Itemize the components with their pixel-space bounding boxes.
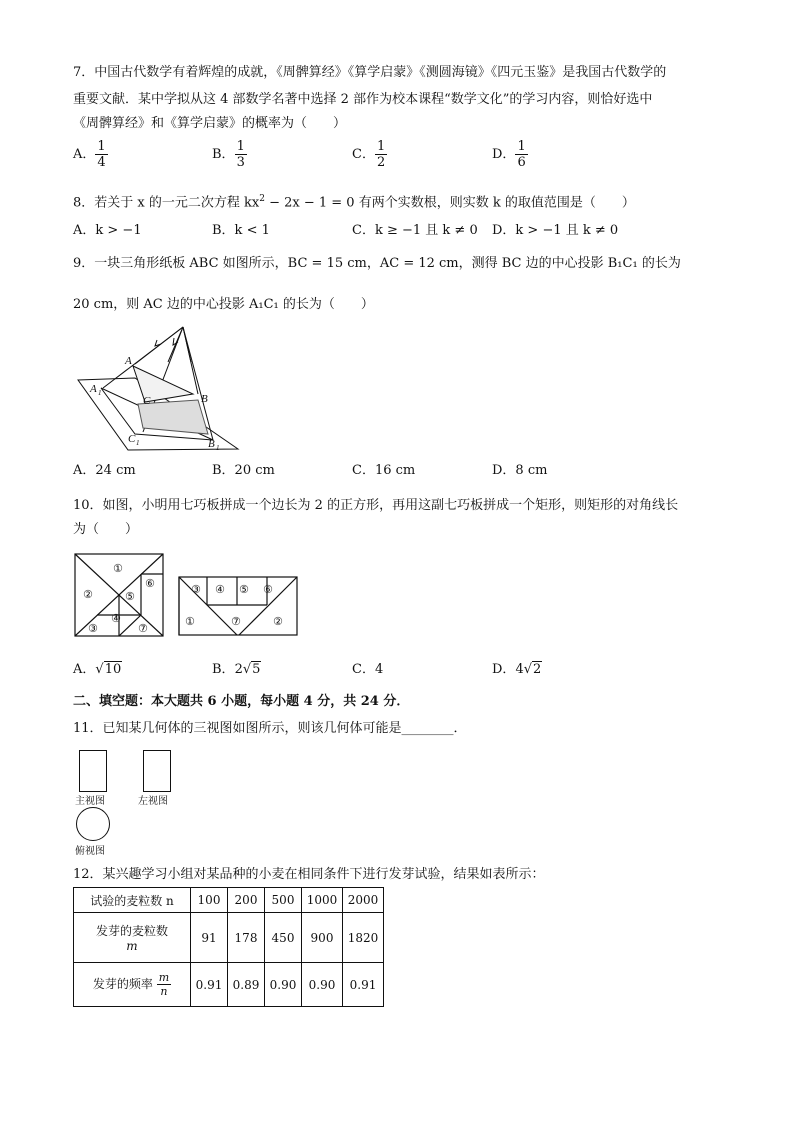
q9-option-d[interactable]: D．8 cm <box>492 463 548 478</box>
piece-1-label: ① <box>113 562 123 575</box>
q9-option-a[interactable]: A．24 cm <box>73 463 136 478</box>
fraction: $\frac{1}{6}$ <box>517 139 526 170</box>
table-cell: 0.89 <box>228 963 265 1007</box>
table-row <box>74 913 384 963</box>
top-view-circle <box>76 807 110 841</box>
fraction: $\frac{1}{2}$ <box>376 139 386 170</box>
rect-piece-5-label: ⑤ <box>239 583 249 596</box>
table-cell: 1820 <box>343 913 384 963</box>
table-cell: 100 <box>191 888 228 913</box>
tangram-rectangle <box>177 575 299 637</box>
table-cell: 500 <box>265 888 302 913</box>
rect-piece-7-label: ⑦ <box>231 615 241 628</box>
q7-option-c[interactable] <box>352 139 387 170</box>
rect-piece-6-label: ⑥ <box>263 583 273 596</box>
svg-text:1: 1 <box>98 389 102 397</box>
q10-option-a[interactable]: A．√10 <box>73 662 122 677</box>
table-cell: 0.90 <box>302 963 343 1007</box>
q7-line1: 7．中国古代数学有着辉煌的成就，《周髀算经》《算学启蒙》《测圆海镜》《四元玉鉴》是我国古代数学的 <box>73 65 667 80</box>
table-cell: 1000 <box>302 888 343 913</box>
piece-6-label: ⑥ <box>145 577 155 590</box>
q10-option-b[interactable]: B．2√5 <box>212 662 261 677</box>
table-cell: 900 <box>302 913 343 963</box>
q10-option-d[interactable]: D．4√2 <box>492 662 542 677</box>
q9-line1: 9．一块三角形纸板 ABC 如图所示，BC = 15 cm，AC = 12 cm，测得 BC 边的中心投影 B₁C₁ 的长为 <box>73 256 681 271</box>
q9-option-b[interactable]: B．20 cm <box>212 463 275 478</box>
rect-piece-4-label: ④ <box>215 583 225 596</box>
side-view-rect <box>143 750 171 792</box>
option-letter: A． <box>73 147 96 162</box>
q7-option-b[interactable] <box>212 139 247 170</box>
tangram-square <box>73 552 165 638</box>
option-letter: C． <box>352 147 375 162</box>
germination-table <box>73 887 384 1007</box>
rect-piece-1-label: ① <box>185 615 195 628</box>
table-row <box>74 963 384 1007</box>
q7-option-a[interactable] <box>73 139 108 170</box>
front-view-rect <box>79 750 107 792</box>
fraction: $\frac{1}{4}$ <box>97 139 106 170</box>
q7-line3: 《周髀算经》和《算学启蒙》的概率为（ ） <box>73 116 347 131</box>
q10-option-c[interactable]: C．4 <box>352 662 384 677</box>
q10-line1: 10．如图，小明用七巧板拼成一个边长为 2 的正方形，再用这副七巧板拼成一个矩形，则矩形的对角线长 <box>73 498 679 513</box>
q12-stem: 12．某兴趣学习小组对某品种的小麦在相同条件下进行发芽试验，结果如表所示： <box>73 867 545 882</box>
q9-line2: 20 cm，则 AC 边的中心投影 A₁C₁ 的长为（ ） <box>73 297 374 312</box>
q8-option-a[interactable]: A．k > −1 <box>73 223 142 238</box>
piece-2-label: ② <box>83 588 93 601</box>
table-cell: 0.90 <box>265 963 302 1007</box>
row-header: 发芽的频率 $\frac{m}{n}$ <box>74 963 191 1007</box>
table-cell: 178 <box>228 913 265 963</box>
q10-line2: 为（ ） <box>73 522 139 537</box>
label-a: A <box>125 355 132 367</box>
row-header: 试验的麦粒数 n <box>74 888 191 913</box>
section-heading: 二、填空题：本大题共 6 小题，每小题 4 分，共 24 分． <box>73 694 410 709</box>
table-cell: 200 <box>228 888 265 913</box>
label-b: B <box>201 393 208 405</box>
label-b1: B <box>208 438 215 450</box>
table-cell: 450 <box>265 913 302 963</box>
table-cell: 2000 <box>343 888 384 913</box>
fraction: $\frac{m}{n}$ <box>158 971 170 998</box>
table-row <box>74 888 384 913</box>
label-a1: A <box>90 383 97 395</box>
option-letter: B． <box>212 147 235 162</box>
q7-line2: 重要文献．某中学拟从这 4 部数学名著中选择 2 部作为校本课程“数学文化”的学习内容，则恰好选中 <box>73 92 653 107</box>
piece-5-label: ⑤ <box>125 590 135 603</box>
q8-stem: 8．若关于 x 的一元二次方程 $kx^2 - 2x - 1 = 0$ 有两个实数根，则实数 k 的取值范围是（ ） <box>73 194 635 211</box>
option-letter: D． <box>492 147 516 162</box>
piece-7-label: ⑦ <box>138 622 148 635</box>
triangle-abc <box>133 366 193 402</box>
rect-piece-2-label: ② <box>273 615 283 628</box>
q11-stem: 11．已知某几何体的三视图如图所示，则该几何体可能是________． <box>73 721 467 736</box>
top-view-label: 俯视图 <box>75 846 105 857</box>
row-header: 发芽的麦粒数 m <box>74 913 191 963</box>
rect-piece-3-label: ③ <box>191 583 201 596</box>
label-c: C <box>143 395 151 407</box>
svg-text:1: 1 <box>136 439 140 447</box>
table-cell: 0.91 <box>343 963 384 1007</box>
table-cell: 0.91 <box>191 963 228 1007</box>
front-view-label: 主视图 <box>75 796 105 807</box>
q9-option-c[interactable]: C．16 cm <box>352 463 416 478</box>
piece-4-label: ④ <box>111 612 121 625</box>
side-view-label: 左视图 <box>138 796 168 807</box>
svg-text:1: 1 <box>216 444 220 452</box>
table-cell: 91 <box>191 913 228 963</box>
projection-figure <box>73 322 243 452</box>
q7-option-d[interactable] <box>492 139 528 170</box>
q8-option-d[interactable]: D．k > −1 且 k ≠ 0 <box>492 223 619 238</box>
piece-3-label: ③ <box>88 622 98 635</box>
label-c1: C <box>128 433 136 445</box>
q8-option-c[interactable]: C．k ≥ −1 且 k ≠ 0 <box>352 223 478 238</box>
fraction: $\frac{1}{3}$ <box>236 139 245 170</box>
q8-option-b[interactable]: B．k < 1 <box>212 223 270 238</box>
